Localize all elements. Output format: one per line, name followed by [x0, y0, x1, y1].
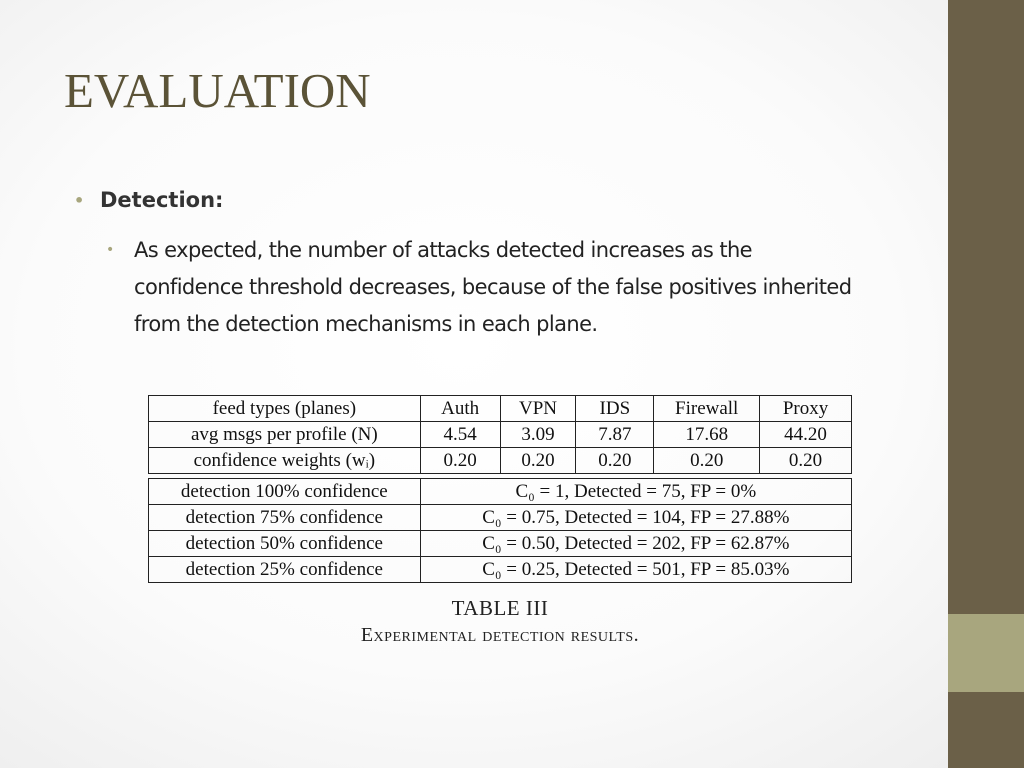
detection-results-table	[148, 478, 852, 583]
bullet-dot-icon: •	[74, 190, 85, 210]
table-cell: C₀ = 0.50, Detected = 202, FP = 62.87%	[420, 531, 851, 557]
table-cell: avg msgs per profile (N)	[149, 422, 421, 448]
table-cell: 0.20	[760, 448, 852, 474]
table-row	[149, 396, 852, 422]
table-cell: 0.20	[576, 448, 654, 474]
sub-bullet	[106, 232, 866, 343]
sub-bullet-dot-icon: •	[106, 242, 115, 258]
table-caption-number: TABLE III	[451, 596, 549, 620]
table-cell: Auth	[420, 396, 500, 422]
table-row	[149, 531, 852, 557]
table-cell: 0.20	[500, 448, 576, 474]
table-cell: VPN	[500, 396, 576, 422]
table-cell: feed types (planes)	[149, 396, 421, 422]
table-caption-title: Experimental detection results.	[360, 624, 640, 646]
slide-title: EVALUATION	[64, 63, 371, 118]
table-cell: confidence weights (wᵢ)	[149, 448, 421, 474]
table-row	[149, 505, 852, 531]
table-row	[149, 557, 852, 583]
table-cell: 44.20	[760, 422, 852, 448]
table-cell: detection 25% confidence	[149, 557, 421, 583]
table-row	[149, 448, 852, 474]
feed-types-table	[148, 395, 852, 474]
table-cell: detection 50% confidence	[149, 531, 421, 557]
table-cell: 0.20	[654, 448, 760, 474]
table-cell: IDS	[576, 396, 654, 422]
bullet-label: Detection:	[100, 188, 224, 212]
table-cell: 7.87	[576, 422, 654, 448]
table-cell: C₀ = 0.25, Detected = 501, FP = 85.03%	[420, 557, 851, 583]
table-cell: 4.54	[420, 422, 500, 448]
table-cell: 3.09	[500, 422, 576, 448]
table-cell: detection 75% confidence	[149, 505, 421, 531]
table-row	[149, 422, 852, 448]
table-cell: C₀ = 1, Detected = 75, FP = 0%	[420, 479, 851, 505]
bullet-detection	[74, 188, 223, 212]
table-cell: detection 100% confidence	[149, 479, 421, 505]
table-cell: C₀ = 0.75, Detected = 104, FP = 27.88%	[420, 505, 851, 531]
table-cell: Firewall	[654, 396, 760, 422]
table-cell: 17.68	[654, 422, 760, 448]
sub-bullet-text: As expected, the number of attacks detected increases as the confidence threshold decreases, because of the false positives inherited from the detection mechanisms in each plane.	[134, 238, 852, 336]
table-cell: Proxy	[760, 396, 852, 422]
table-cell: 0.20	[420, 448, 500, 474]
table-row	[149, 479, 852, 505]
sidebar-accent-block	[948, 614, 1024, 692]
